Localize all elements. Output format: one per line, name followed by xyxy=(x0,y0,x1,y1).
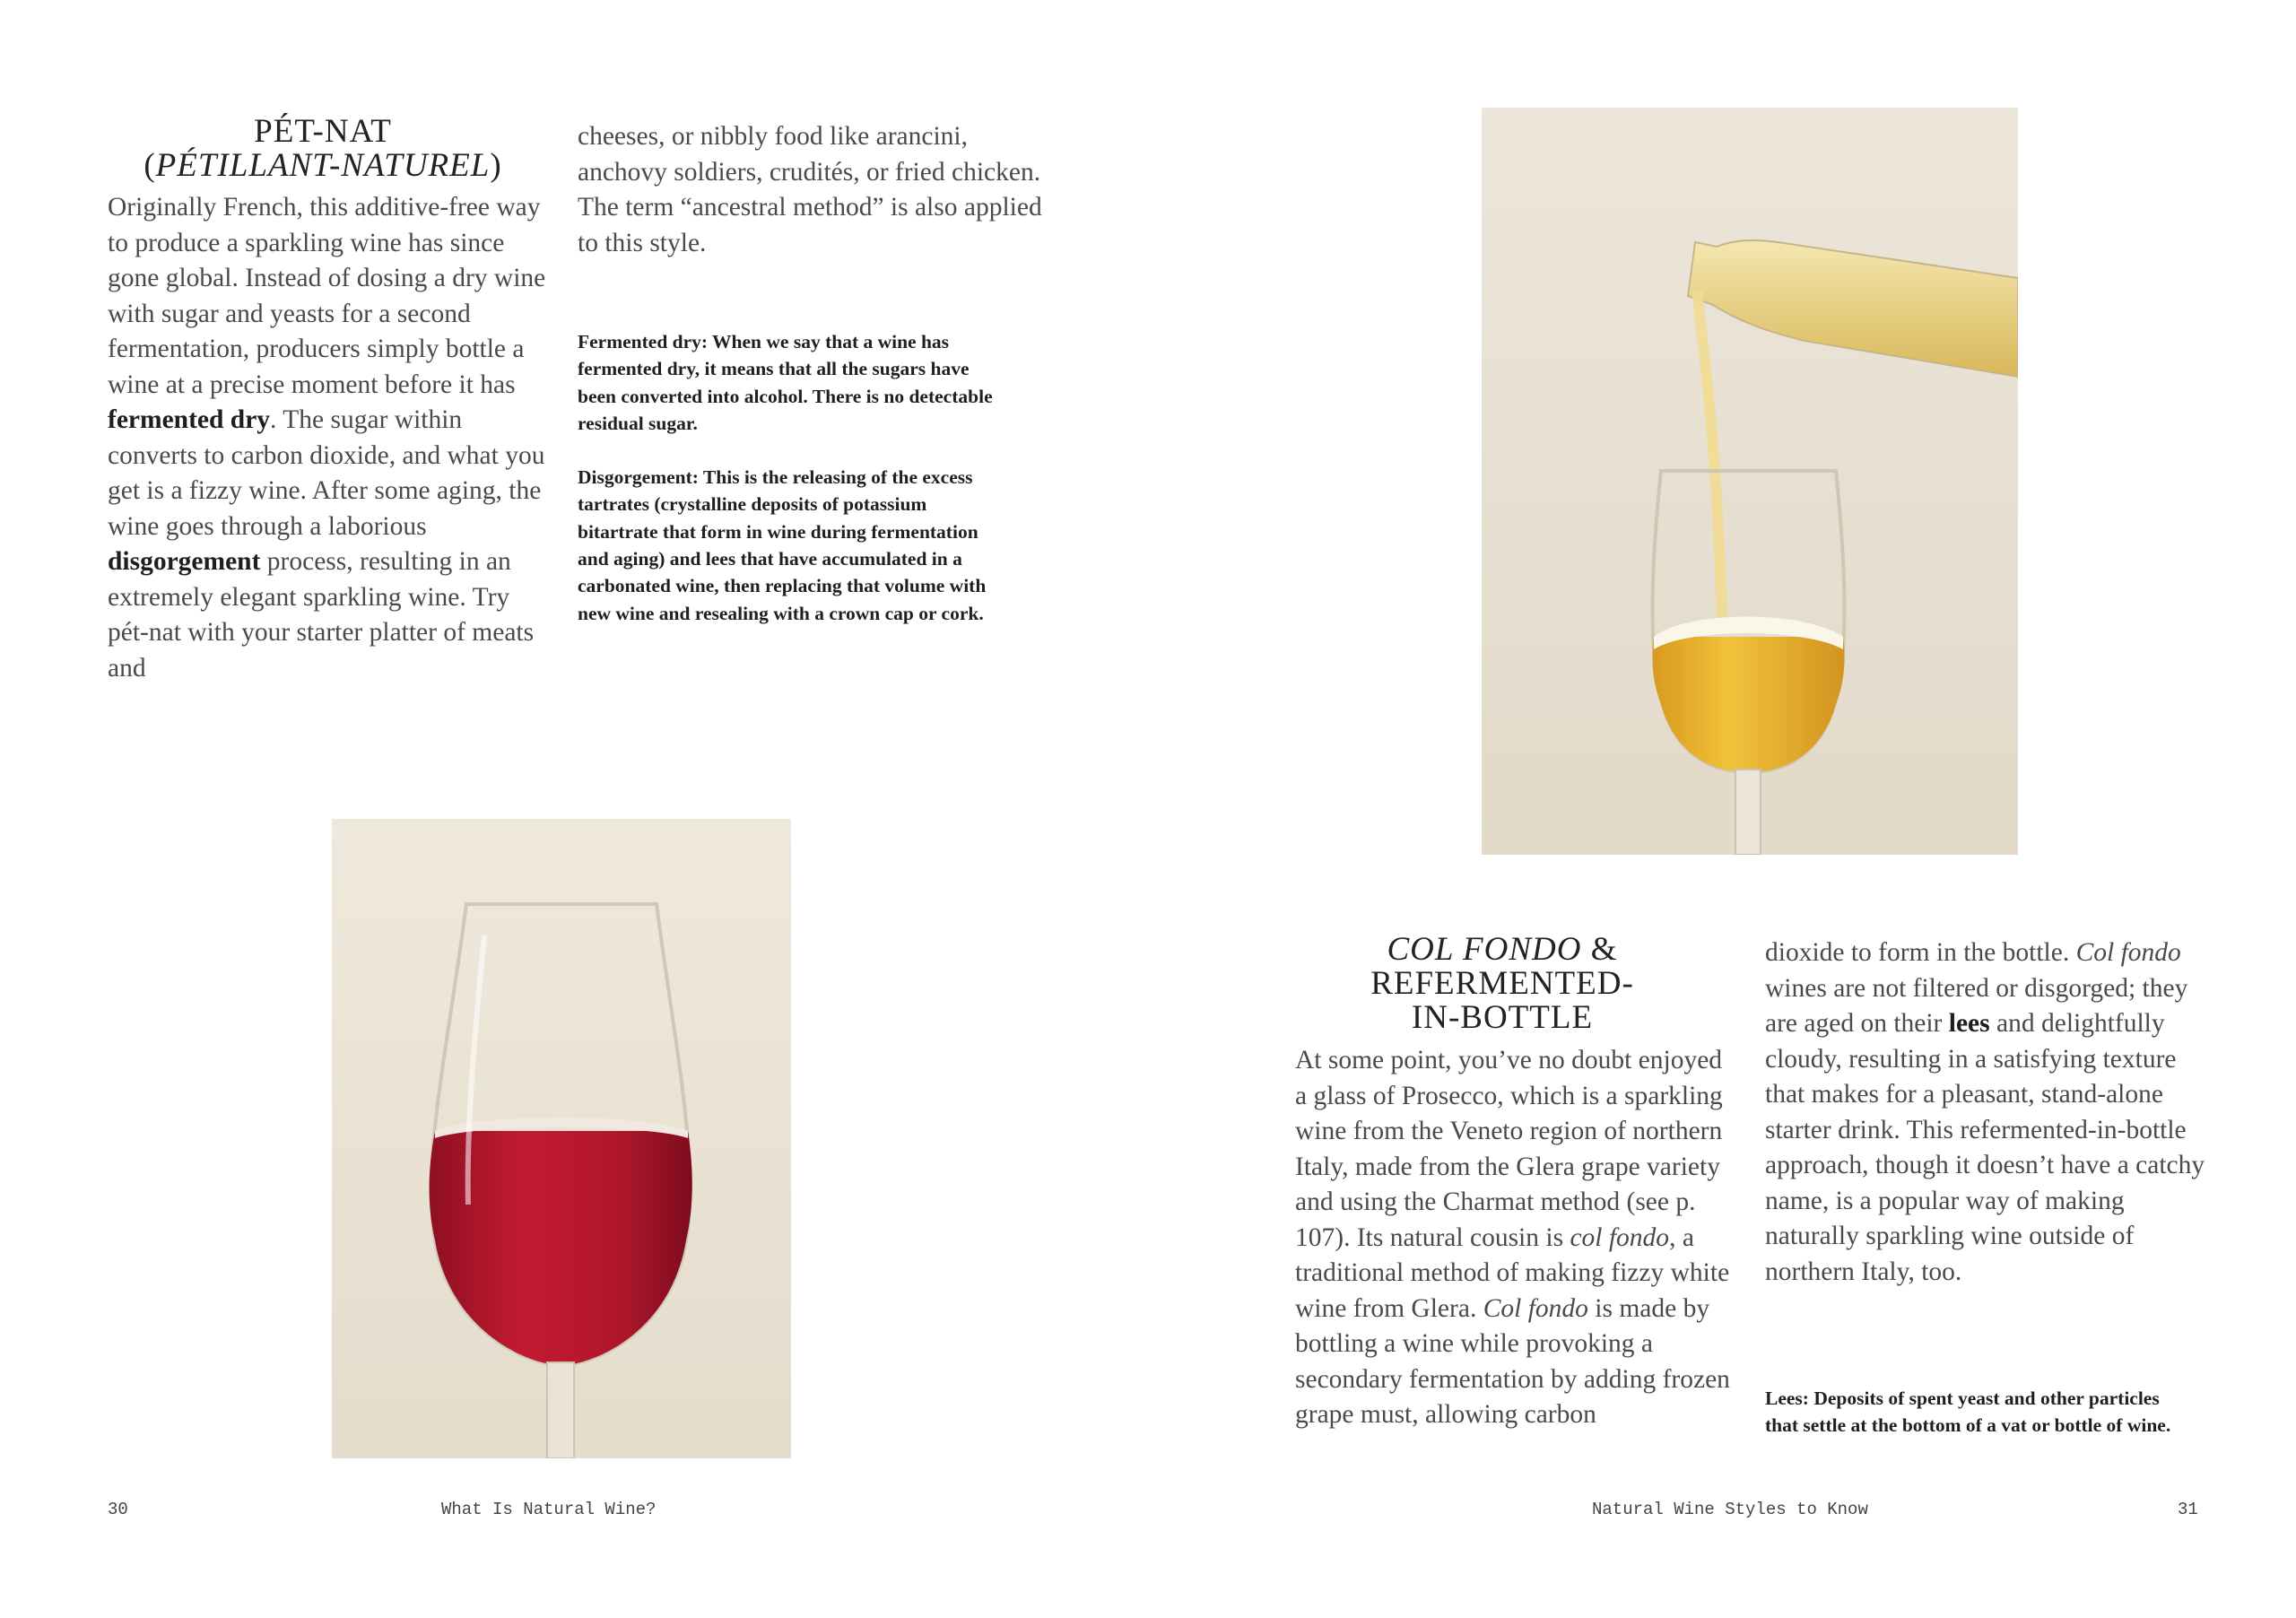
page-number-left: 30 xyxy=(108,1500,128,1519)
glossary-disgorgement: Disgorgement: This is the releasing of the excess tartrates (crystalline deposits of potassium bitartrate that form in wine during fermentation and aging) and lees that have accumulated in a carbonated wine, then replacing that volume with new wine and resealing with a crown cap or cork. xyxy=(578,466,987,624)
term-disgorgement: disgorgement xyxy=(108,547,261,576)
heading-line-2: (PÉTILLANT-NATUREL) xyxy=(144,147,502,184)
heading-line-1: PÉT-NAT xyxy=(254,113,392,150)
text-run: and delightfully cloudy, resulting in a satisfying texture that makes for a pleasant, stand-alone starter drink. This refermented-in-bottle approach, though it doesn’t have a catchy name, is a popular way of making naturally sparkling wine outside of northern Italy, too. xyxy=(1765,1009,2205,1286)
section-heading-col-fondo xyxy=(1292,933,1713,1035)
italic-col-fondo: col fondo xyxy=(1570,1222,1670,1252)
pour-illustration xyxy=(1482,108,2018,855)
heading-italic: PÉTILLANT-NATUREL xyxy=(155,147,491,184)
photo-red-wine-glass xyxy=(332,819,791,1458)
heading-ampersand: & xyxy=(1581,931,1618,968)
section-heading-pet-nat xyxy=(108,115,538,183)
term-lees: lees xyxy=(1948,1009,1990,1038)
glossary-fermented-dry: Fermented dry: When we say that a wine has fermented dry, it means that all the sugars have been converted into alcohol. There is no detectable residual sugar. xyxy=(578,331,993,434)
glossary-left xyxy=(578,328,995,654)
text-run: . The sugar within converts to carbon dioxide, and what you get is a fizzy wine. After some aging, the wine goes through a laborious xyxy=(108,405,545,541)
italic-col-fondo: Col fondo xyxy=(2075,938,2181,967)
pet-nat-body-col1 xyxy=(108,190,549,686)
italic-col-fondo: Col fondo xyxy=(1483,1293,1588,1323)
text-run: , a traditional method of making fizzy white wine from Glera. xyxy=(1295,1222,1730,1323)
glossary-lees: Lees: Deposits of spent yeast and other particles that settle at the bottom of a vat or bottle of wine. xyxy=(1765,1387,2171,1437)
col-fondo-body-col1 xyxy=(1295,1043,1735,1433)
running-title-right: Natural Wine Styles to Know xyxy=(1592,1500,1868,1519)
text-run: wines are not filtered or disgorged; they are aged on their xyxy=(1765,973,2188,1038)
text-run: dioxide to form in the bottle. xyxy=(1765,938,2076,967)
heading-italic: COL FONDO xyxy=(1387,931,1582,968)
pet-nat-body-col2: cheeses, or nibbly food like arancini, anchovy soldiers, crudités, or fried chicken. The term “ancestral method” is also applied to this style. xyxy=(578,122,1042,257)
heading-line-2: REFERMENTED- xyxy=(1370,965,1634,1002)
running-title-left: What Is Natural Wine? xyxy=(441,1500,657,1519)
text-run: At some point, you’ve no doubt enjoyed a glass of Prosecco, which is a sparkling wine from the Veneto region of northern Italy, made from the Glera grape variety and using the Charmat method (see p. 107). Its natural cousin is xyxy=(1295,1046,1723,1252)
heading-line-3: IN-BOTTLE xyxy=(1411,999,1594,1036)
term-fermented-dry: fermented dry xyxy=(108,405,271,434)
heading-line-1 xyxy=(1292,933,1713,967)
text-run: process, resulting in an extremely elegant sparkling wine. Try pét-nat with your starter platter of meats and xyxy=(108,547,535,683)
red-wine-glass-illustration xyxy=(332,819,791,1458)
col-fondo-body-col2 xyxy=(1765,935,2213,1290)
text-run: is made by bottling a wine while provoking a secondary fermentation by adding frozen grape must, allowing carbon xyxy=(1295,1293,1730,1429)
photo-yellow-wine-pour xyxy=(1482,108,2018,855)
text-run: Originally French, this additive-free way to produce a sparkling wine has since gone global. Instead of dosing a dry wine with sugar and yeasts for a second fermentation, producers simply bottle a wine at a precise moment before it has xyxy=(108,193,546,399)
page-number-right: 31 xyxy=(2178,1500,2198,1519)
